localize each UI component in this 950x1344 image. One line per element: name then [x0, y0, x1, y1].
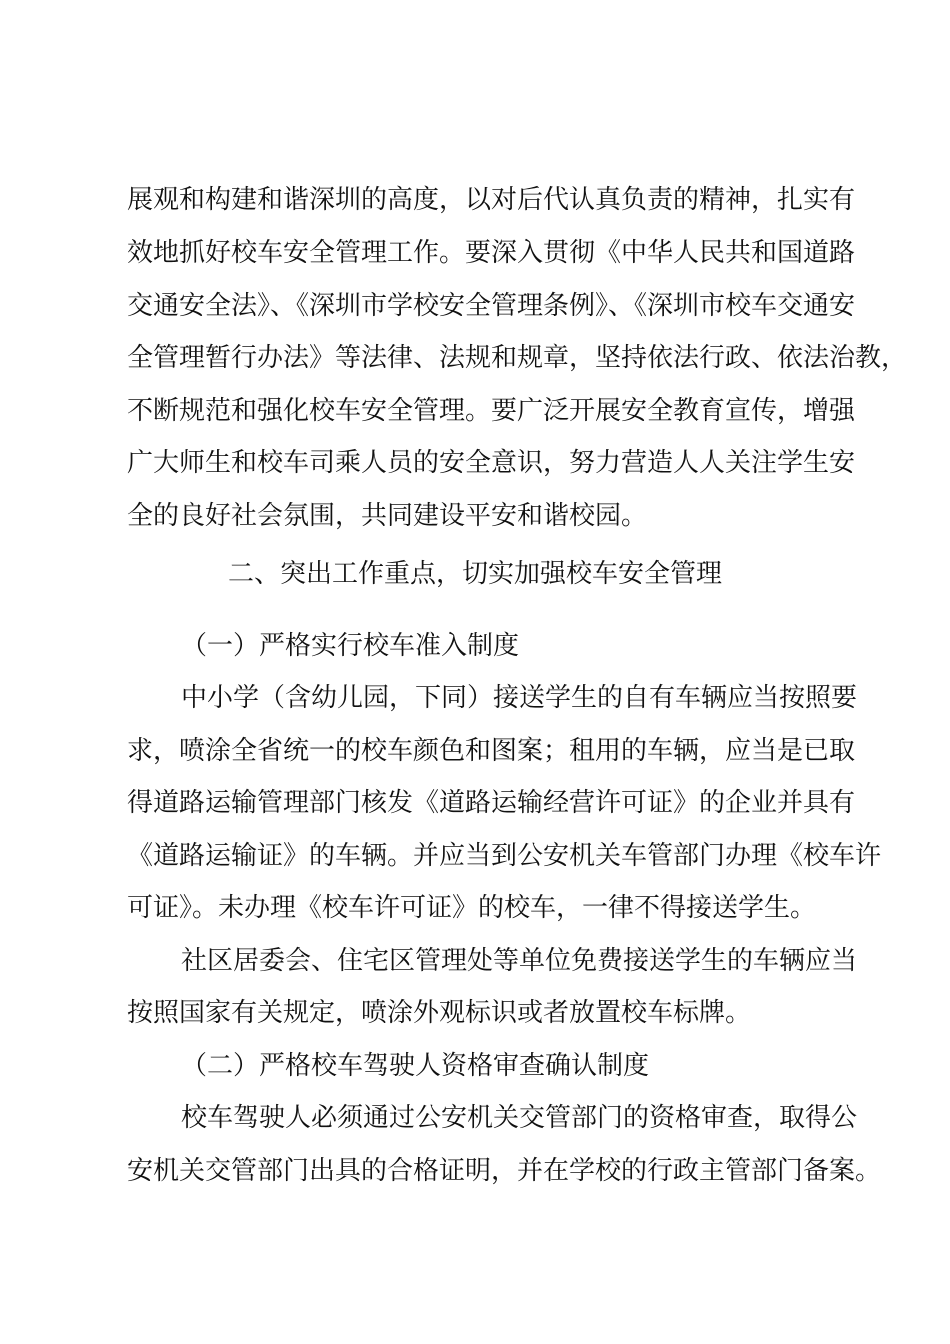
paragraph-1-line-6: 广大师生和校车司乘人员的安全意识，努力营造人人关注学生安: [127, 448, 856, 478]
paragraph-4-line-2: 安机关交管部门出具的合格证明，并在学校的行政主管部门备案。: [127, 1156, 882, 1186]
paragraph-2-line-2: 求，喷涂全省统一的校车颜色和图案；租用的车辆，应当是已取: [127, 736, 856, 766]
paragraph-2-line-5: 可证》。未办理《校车许可证》的校车，一律不得接送学生。: [127, 893, 817, 923]
section-2-heading: 二、突出工作重点，切实加强校车安全管理: [227, 559, 722, 589]
paragraph-1-line-7: 全的良好社会氛围，共同建设平安和谐校园。: [127, 501, 648, 531]
paragraph-1-line-5: 不断规范和强化校车安全管理。要广泛开展安全教育宣传，增强: [127, 396, 856, 426]
paragraph-1-line-4: 全管理暂行办法》等法律、法规和规章，坚持依法行政、依法治教，: [127, 343, 908, 373]
paragraph-4-line-1: 校车驾驶人必须通过公安机关交管部门的资格审查，取得公: [181, 1103, 858, 1133]
subsection-1-heading: （一）严格实行校车准入制度: [181, 631, 520, 661]
paragraph-2-line-3: 得道路运输管理部门核发《道路运输经营许可证》的企业并具有: [127, 788, 856, 818]
paragraph-1-line-3: 交通安全法》、《深圳市学校安全管理条例》、《深圳市校车交通安: [127, 291, 856, 321]
paragraph-3-line-2: 按照国家有关规定，喷涂外观标识或者放置校车标牌。: [127, 998, 752, 1028]
subsection-2-heading: （二）严格校车驾驶人资格审查确认制度: [181, 1051, 650, 1081]
paragraph-1-line-2: 效地抓好校车安全管理工作。要深入贯彻《中华人民共和国道路: [127, 238, 856, 268]
paragraph-2-line-1: 中小学（含幼儿园，下同）接送学生的自有车辆应当按照要: [181, 683, 858, 713]
paragraph-1-line-1: 展观和构建和谐深圳的高度，以对后代认真负责的精神，扎实有: [127, 185, 856, 215]
paragraph-3-line-1: 社区居委会、住宅区管理处等单位免费接送学生的车辆应当: [181, 946, 858, 976]
paragraph-2-line-4: 《道路运输证》的车辆。并应当到公安机关车管部门办理《校车许: [127, 841, 882, 871]
